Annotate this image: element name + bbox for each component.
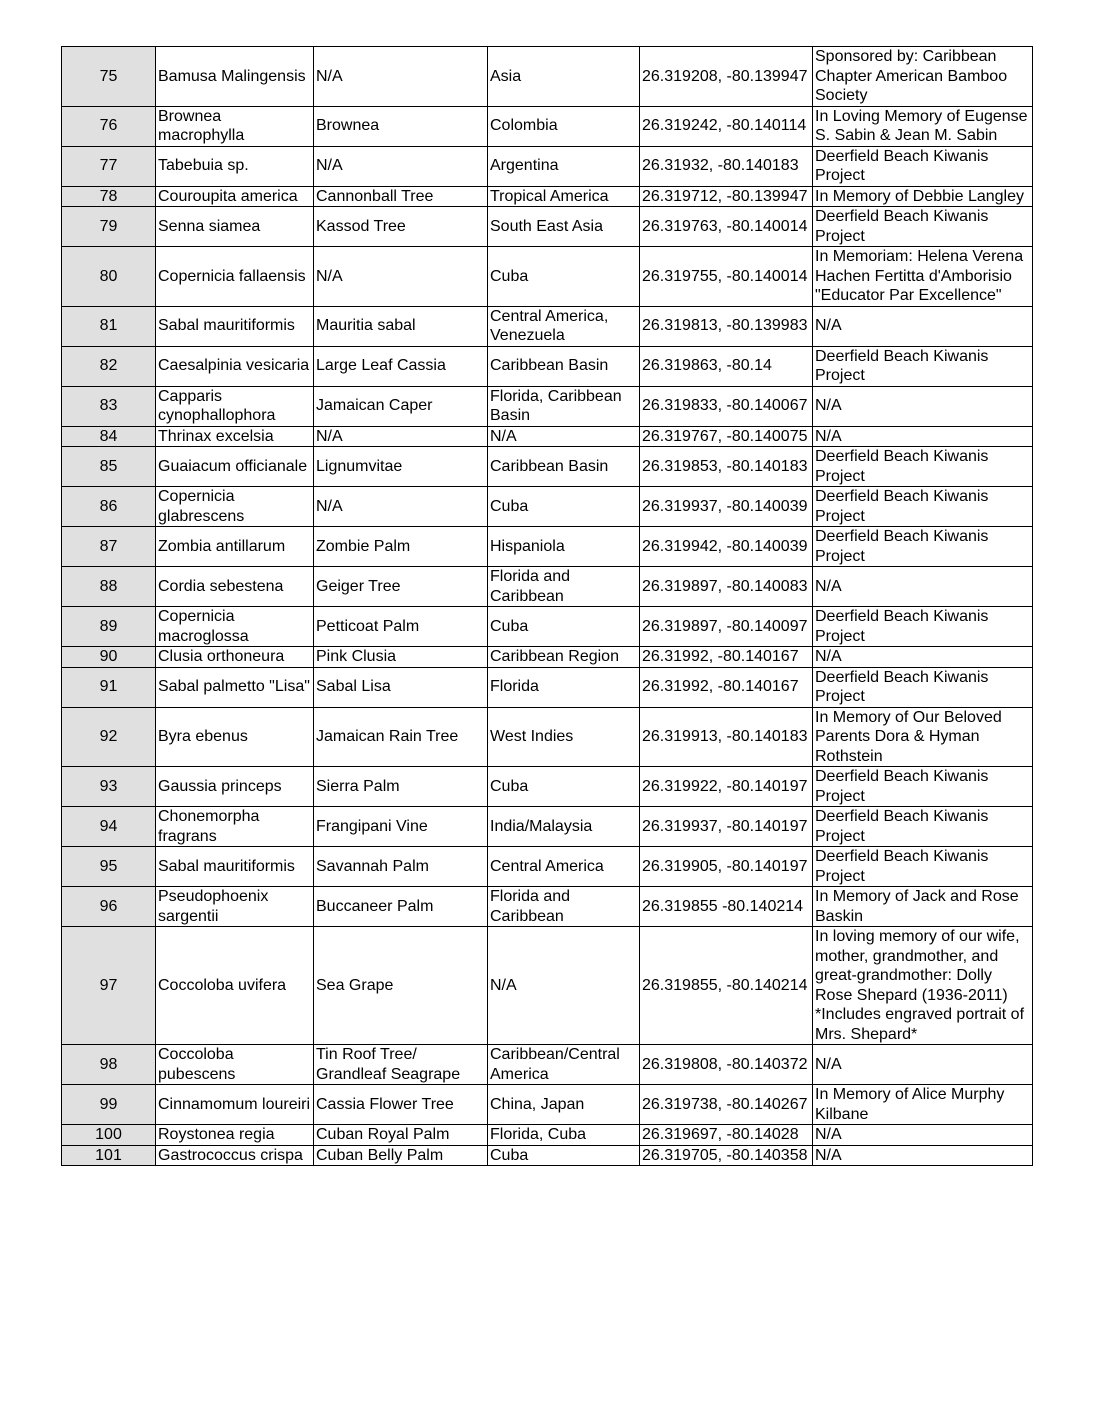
common-name-cell: N/A (314, 426, 488, 447)
origin-cell: Cuba (488, 607, 640, 647)
tree-number-cell: 95 (62, 847, 156, 887)
botanical-name-cell: Couroupita america (156, 186, 314, 207)
dedication-cell: N/A (813, 647, 1033, 668)
common-name-cell: Pink Clusia (314, 647, 488, 668)
table-row (62, 567, 1033, 607)
origin-cell: Florida, Cuba (488, 1125, 640, 1146)
common-name-cell: Petticoat Palm (314, 607, 488, 647)
origin-cell: India/Malaysia (488, 807, 640, 847)
common-name-cell: Frangipani Vine (314, 807, 488, 847)
dedication-cell: In Loving Memory of Eugense S. Sabin & Jean M. Sabin (813, 106, 1033, 146)
origin-cell: Central America, Venezuela (488, 306, 640, 346)
origin-cell: Cuba (488, 1145, 640, 1166)
gps-coordinates-cell: 26.319937, -80.140197 (640, 807, 813, 847)
botanical-name-cell: Sabal mauritiformis (156, 847, 314, 887)
botanical-name-cell: Zombia antillarum (156, 527, 314, 567)
common-name-cell: N/A (314, 247, 488, 307)
dedication-cell: Deerfield Beach Kiwanis Project (813, 207, 1033, 247)
gps-coordinates-cell: 26.319767, -80.140075 (640, 426, 813, 447)
botanical-name-cell: Tabebuia sp. (156, 146, 314, 186)
tree-number-cell: 75 (62, 47, 156, 107)
origin-cell: Argentina (488, 146, 640, 186)
origin-cell: Caribbean/Central America (488, 1045, 640, 1085)
botanical-name-cell: Chonemorpha fragrans (156, 807, 314, 847)
tree-number-cell: 90 (62, 647, 156, 668)
gps-coordinates-cell: 26.319763, -80.140014 (640, 207, 813, 247)
tree-number-cell: 97 (62, 927, 156, 1045)
origin-cell: Florida (488, 667, 640, 707)
dedication-cell: In loving memory of our wife, mother, grandmother, and great-grandmother: Dolly Rose Shepard (1936-2011) *Includes engraved portrait of Mrs. Shepard* (813, 927, 1033, 1045)
botanical-name-cell: Sabal mauritiformis (156, 306, 314, 346)
gps-coordinates-cell: 26.319922, -80.140197 (640, 767, 813, 807)
dedication-cell: Deerfield Beach Kiwanis Project (813, 607, 1033, 647)
tree-number-cell: 92 (62, 707, 156, 767)
dedication-cell: N/A (813, 386, 1033, 426)
tree-number-cell: 101 (62, 1145, 156, 1166)
tree-number-cell: 98 (62, 1045, 156, 1085)
tree-number-cell: 91 (62, 667, 156, 707)
dedication-cell: In Memoriam: Helena Verena Hachen Fertitta d'Amborisio "Educator Par Excellence" (813, 247, 1033, 307)
dedication-cell: N/A (813, 567, 1033, 607)
botanical-name-cell: Pseudophoenix sargentii (156, 887, 314, 927)
common-name-cell: Sea Grape (314, 927, 488, 1045)
common-name-cell: Cassia Flower Tree (314, 1085, 488, 1125)
table-row (62, 707, 1033, 767)
tree-number-cell: 85 (62, 447, 156, 487)
dedication-cell: Deerfield Beach Kiwanis Project (813, 487, 1033, 527)
gps-coordinates-cell: 26.319863, -80.14 (640, 346, 813, 386)
dedication-cell: N/A (813, 1045, 1033, 1085)
table-row (62, 346, 1033, 386)
origin-cell: N/A (488, 927, 640, 1045)
common-name-cell: Zombie Palm (314, 527, 488, 567)
gps-coordinates-cell: 26.31992, -80.140167 (640, 647, 813, 668)
botanical-name-cell: Copernicia macroglossa (156, 607, 314, 647)
table-row (62, 527, 1033, 567)
tree-number-cell: 89 (62, 607, 156, 647)
origin-cell: Florida and Caribbean (488, 887, 640, 927)
common-name-cell: Jamaican Rain Tree (314, 707, 488, 767)
dedication-cell: In Memory of Our Beloved Parents Dora & Hyman Rothstein (813, 707, 1033, 767)
botanical-name-cell: Thrinax excelsia (156, 426, 314, 447)
origin-cell: Caribbean Basin (488, 447, 640, 487)
origin-cell: N/A (488, 426, 640, 447)
table-row (62, 47, 1033, 107)
table-row (62, 1125, 1033, 1146)
dedication-cell: Deerfield Beach Kiwanis Project (813, 767, 1033, 807)
dedication-cell: Deerfield Beach Kiwanis Project (813, 447, 1033, 487)
tree-number-cell: 82 (62, 346, 156, 386)
tree-number-cell: 77 (62, 146, 156, 186)
botanical-name-cell: Coccoloba uvifera (156, 927, 314, 1045)
dedication-cell: Deerfield Beach Kiwanis Project (813, 346, 1033, 386)
dedication-cell: In Memory of Alice Murphy Kilbane (813, 1085, 1033, 1125)
botanical-name-cell: Copernicia glabrescens (156, 487, 314, 527)
origin-cell: Colombia (488, 106, 640, 146)
tree-number-cell: 78 (62, 186, 156, 207)
botanical-name-cell: Roystonea regia (156, 1125, 314, 1146)
table-row (62, 847, 1033, 887)
common-name-cell: Lignumvitae (314, 447, 488, 487)
botanical-name-cell: Caesalpinia vesicaria (156, 346, 314, 386)
table-row (62, 306, 1033, 346)
common-name-cell: Mauritia sabal (314, 306, 488, 346)
gps-coordinates-cell: 26.319833, -80.140067 (640, 386, 813, 426)
gps-coordinates-cell: 26.319853, -80.140183 (640, 447, 813, 487)
tree-number-cell: 81 (62, 306, 156, 346)
dedication-cell: Deerfield Beach Kiwanis Project (813, 847, 1033, 887)
botanical-name-cell: Guaiacum officianale (156, 447, 314, 487)
tree-number-cell: 100 (62, 1125, 156, 1146)
dedication-cell: Deerfield Beach Kiwanis Project (813, 667, 1033, 707)
origin-cell: Cuba (488, 487, 640, 527)
dedication-cell: N/A (813, 1145, 1033, 1166)
gps-coordinates-cell: 26.319897, -80.140097 (640, 607, 813, 647)
common-name-cell: Geiger Tree (314, 567, 488, 607)
botanical-name-cell: Coccoloba pubescens (156, 1045, 314, 1085)
table-row (62, 887, 1033, 927)
gps-coordinates-cell: 26.319937, -80.140039 (640, 487, 813, 527)
common-name-cell: Savannah Palm (314, 847, 488, 887)
origin-cell: Tropical America (488, 186, 640, 207)
common-name-cell: Cannonball Tree (314, 186, 488, 207)
dedication-cell: Sponsored by: Caribbean Chapter American Bamboo Society (813, 47, 1033, 107)
botanical-name-cell: Cordia sebestena (156, 567, 314, 607)
common-name-cell: Sabal Lisa (314, 667, 488, 707)
table-row (62, 146, 1033, 186)
botanical-name-cell: Bamusa Malingensis (156, 47, 314, 107)
gps-coordinates-cell: 26.31992, -80.140167 (640, 667, 813, 707)
table-row (62, 386, 1033, 426)
botanical-name-cell: Senna siamea (156, 207, 314, 247)
table-row (62, 667, 1033, 707)
common-name-cell: Brownea (314, 106, 488, 146)
dedication-cell: N/A (813, 426, 1033, 447)
dedication-cell: Deerfield Beach Kiwanis Project (813, 807, 1033, 847)
gps-coordinates-cell: 26.319242, -80.140114 (640, 106, 813, 146)
gps-coordinates-cell: 26.319913, -80.140183 (640, 707, 813, 767)
gps-coordinates-cell: 26.319897, -80.140083 (640, 567, 813, 607)
common-name-cell: N/A (314, 487, 488, 527)
gps-coordinates-cell: 26.319738, -80.140267 (640, 1085, 813, 1125)
botanical-name-cell: Gaussia princeps (156, 767, 314, 807)
origin-cell: Central America (488, 847, 640, 887)
origin-cell: China, Japan (488, 1085, 640, 1125)
gps-coordinates-cell: 26.319813, -80.139983 (640, 306, 813, 346)
common-name-cell: Cuban Royal Palm (314, 1125, 488, 1146)
tree-number-cell: 84 (62, 426, 156, 447)
dedication-cell: Deerfield Beach Kiwanis Project (813, 146, 1033, 186)
gps-coordinates-cell: 26.319208, -80.139947 (640, 47, 813, 107)
gps-coordinates-cell: 26.319942, -80.140039 (640, 527, 813, 567)
gps-coordinates-cell: 26.319855 -80.140214 (640, 887, 813, 927)
botanical-name-cell: Cinnamomum loureiri (156, 1085, 314, 1125)
tree-number-cell: 88 (62, 567, 156, 607)
table-row (62, 207, 1033, 247)
gps-coordinates-cell: 26.319705, -80.140358 (640, 1145, 813, 1166)
gps-coordinates-cell: 26.319755, -80.140014 (640, 247, 813, 307)
dedication-cell: Deerfield Beach Kiwanis Project (813, 527, 1033, 567)
origin-cell: Cuba (488, 247, 640, 307)
tree-number-cell: 87 (62, 527, 156, 567)
common-name-cell: Kassod Tree (314, 207, 488, 247)
origin-cell: South East Asia (488, 207, 640, 247)
botanical-name-cell: Byra ebenus (156, 707, 314, 767)
common-name-cell: N/A (314, 146, 488, 186)
table-row (62, 426, 1033, 447)
table-row (62, 807, 1033, 847)
dedication-cell: N/A (813, 306, 1033, 346)
origin-cell: Florida, Caribbean Basin (488, 386, 640, 426)
tree-inventory-table (61, 46, 1033, 1166)
common-name-cell: Sierra Palm (314, 767, 488, 807)
tree-number-cell: 86 (62, 487, 156, 527)
gps-coordinates-cell: 26.319905, -80.140197 (640, 847, 813, 887)
table-row (62, 487, 1033, 527)
common-name-cell: Jamaican Caper (314, 386, 488, 426)
botanical-name-cell: Sabal palmetto "Lisa" (156, 667, 314, 707)
origin-cell: Florida and Caribbean (488, 567, 640, 607)
botanical-name-cell: Capparis cynophallophora (156, 386, 314, 426)
gps-coordinates-cell: 26.319808, -80.140372 (640, 1045, 813, 1085)
botanical-name-cell: Clusia orthoneura (156, 647, 314, 668)
table-row (62, 247, 1033, 307)
common-name-cell: Buccaneer Palm (314, 887, 488, 927)
table-row (62, 106, 1033, 146)
origin-cell: Caribbean Basin (488, 346, 640, 386)
common-name-cell: N/A (314, 47, 488, 107)
botanical-name-cell: Copernicia fallaensis (156, 247, 314, 307)
origin-cell: West Indies (488, 707, 640, 767)
common-name-cell: Large Leaf Cassia (314, 346, 488, 386)
origin-cell: Cuba (488, 767, 640, 807)
table-body (62, 47, 1033, 1166)
tree-number-cell: 83 (62, 386, 156, 426)
origin-cell: Asia (488, 47, 640, 107)
table-row (62, 607, 1033, 647)
tree-number-cell: 96 (62, 887, 156, 927)
common-name-cell: Tin Roof Tree/ Grandleaf Seagrape (314, 1045, 488, 1085)
table-row (62, 1085, 1033, 1125)
gps-coordinates-cell: 26.319855, -80.140214 (640, 927, 813, 1045)
origin-cell: Hispaniola (488, 527, 640, 567)
tree-number-cell: 76 (62, 106, 156, 146)
table-row (62, 447, 1033, 487)
origin-cell: Caribbean Region (488, 647, 640, 668)
botanical-name-cell: Brownea macrophylla (156, 106, 314, 146)
table-row (62, 1045, 1033, 1085)
tree-number-cell: 94 (62, 807, 156, 847)
table-row (62, 767, 1033, 807)
tree-number-cell: 80 (62, 247, 156, 307)
table-row (62, 927, 1033, 1045)
botanical-name-cell: Gastrococcus crispa (156, 1145, 314, 1166)
gps-coordinates-cell: 26.319712, -80.139947 (640, 186, 813, 207)
dedication-cell: N/A (813, 1125, 1033, 1146)
dedication-cell: In Memory of Jack and Rose Baskin (813, 887, 1033, 927)
gps-coordinates-cell: 26.319697, -80.14028 (640, 1125, 813, 1146)
tree-number-cell: 99 (62, 1085, 156, 1125)
table-row (62, 186, 1033, 207)
dedication-cell: In Memory of Debbie Langley (813, 186, 1033, 207)
common-name-cell: Cuban Belly Palm (314, 1145, 488, 1166)
table-row (62, 1145, 1033, 1166)
tree-number-cell: 79 (62, 207, 156, 247)
tree-number-cell: 93 (62, 767, 156, 807)
table-row (62, 647, 1033, 668)
gps-coordinates-cell: 26.31932, -80.140183 (640, 146, 813, 186)
